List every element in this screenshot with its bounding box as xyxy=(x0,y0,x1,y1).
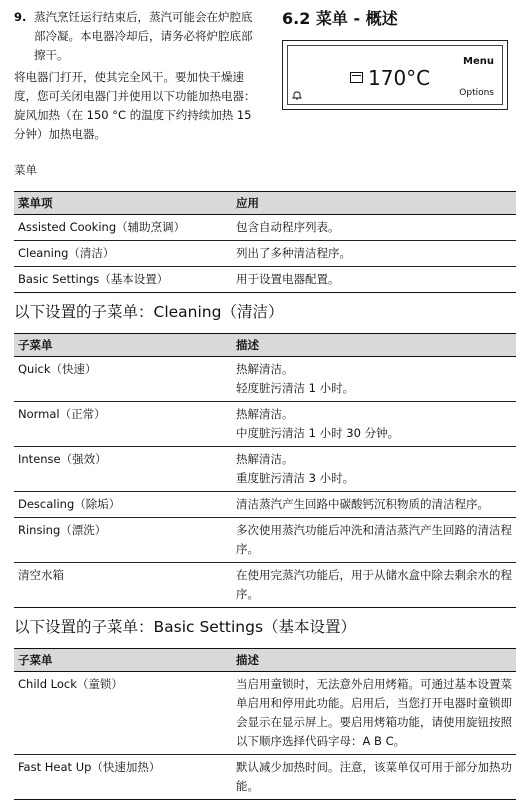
row-description-cell: 列出了多种清洁程序。 xyxy=(232,241,516,267)
table-header-row xyxy=(14,334,516,357)
drying-paragraph: 将电器门打开，使其完全风干。要加快干燥速度，您可关闭电器门并使用以下功能加热电器：旋风加热（在 150 °C 的温度下约持续加热 15 分钟）加热电器。 xyxy=(14,70,256,141)
bell-icon xyxy=(292,90,302,100)
row-description-cell: 当启用童锁时，无法意外启用烤箱。可通过基本设置菜单启用和停用此功能。启用后，当您打开电器时童锁即会显示在显示屏上。要启用烤箱功能，请使用旋钮按照以下顺序选择代码字母：A B C。 xyxy=(232,672,516,755)
header-cell: 子菜单 xyxy=(14,334,232,357)
display-temperature: 170°C xyxy=(368,66,431,90)
row-name-cell: Assisted Cooking（辅助烹调） xyxy=(14,215,232,241)
display-screen xyxy=(287,45,503,105)
step-text: 蒸汽烹饪运行结束后，蒸汽可能会在炉腔底部冷凝。本电器冷却后，请务必将炉腔底部擦干。 xyxy=(34,10,253,62)
table-row xyxy=(14,755,516,800)
table-row xyxy=(14,357,516,402)
header-cell: 子菜单 xyxy=(14,649,232,672)
table-row xyxy=(14,215,516,241)
table-row xyxy=(14,672,516,755)
table-header-row xyxy=(14,192,516,215)
oven-icon xyxy=(350,72,363,83)
table-header-row xyxy=(14,649,516,672)
row-name-cell: Rinsing（漂洗） xyxy=(14,518,232,563)
table-row xyxy=(14,563,516,608)
menu-table xyxy=(14,191,516,293)
table-row xyxy=(14,402,516,447)
header-cell: 描述 xyxy=(232,649,516,672)
row-description-cell: 默认减少加热时间。注意，该菜单仅可用于部分加热功能。 xyxy=(232,755,516,800)
table-row xyxy=(14,518,516,563)
table-row xyxy=(14,241,516,267)
row-description-cell: 热解清洁。 中度脏污清洁 1 小时 30 分钟。 xyxy=(232,402,516,447)
basic-settings-submenu-title: 以下设置的子菜单：Basic Settings（基本设置） xyxy=(14,618,357,636)
table-row xyxy=(14,492,516,518)
step-9 xyxy=(14,8,254,65)
row-name-cell: Fast Heat Up（快速加热） xyxy=(14,755,232,800)
row-name-cell: Basic Settings（基本设置） xyxy=(14,267,232,293)
basic-settings-table xyxy=(14,648,516,800)
display-options-label: Options xyxy=(459,88,494,98)
row-description-cell: 用于设置电器配置。 xyxy=(232,267,516,293)
header-cell: 应用 xyxy=(232,192,516,215)
row-description-cell: 多次使用蒸汽功能后冲洗和清洁蒸汽产生回路的清洁程序。 xyxy=(232,518,516,563)
row-description-cell: 清洁蒸汽产生回路中碳酸钙沉积物质的清洁程序。 xyxy=(232,492,516,518)
cleaning-table xyxy=(14,333,516,608)
row-name-cell: Intense（强效） xyxy=(14,447,232,492)
row-name-cell: Cleaning（清洁） xyxy=(14,241,232,267)
row-description-cell: 包含自动程序列表。 xyxy=(232,215,516,241)
row-name-cell: Descaling（除垢） xyxy=(14,492,232,518)
row-name-cell: Quick（快速） xyxy=(14,357,232,402)
section-title: 6.2 菜单 - 概述 xyxy=(282,9,398,28)
row-description-cell: 热解清洁。 重度脏污清洁 3 小时。 xyxy=(232,447,516,492)
table-row xyxy=(14,447,516,492)
row-name-cell: 清空水箱 xyxy=(14,563,232,608)
row-description-cell: 热解清洁。 轻度脏污清洁 1 小时。 xyxy=(232,357,516,402)
menu-label: 菜单 xyxy=(14,163,37,177)
display-illustration xyxy=(282,40,508,110)
header-cell: 菜单项 xyxy=(14,192,232,215)
display-menu-label: Menu xyxy=(463,56,494,67)
table-row xyxy=(14,267,516,293)
step-number: 9. xyxy=(14,10,27,24)
header-cell: 描述 xyxy=(232,334,516,357)
row-name-cell: Child Lock（童锁） xyxy=(14,672,232,755)
cleaning-submenu-title: 以下设置的子菜单：Cleaning（清洁） xyxy=(14,303,284,321)
row-name-cell: Normal（正常） xyxy=(14,402,232,447)
row-description-cell: 在使用完蒸汽功能后，用于从储水盒中除去剩余水的程序。 xyxy=(232,563,516,608)
